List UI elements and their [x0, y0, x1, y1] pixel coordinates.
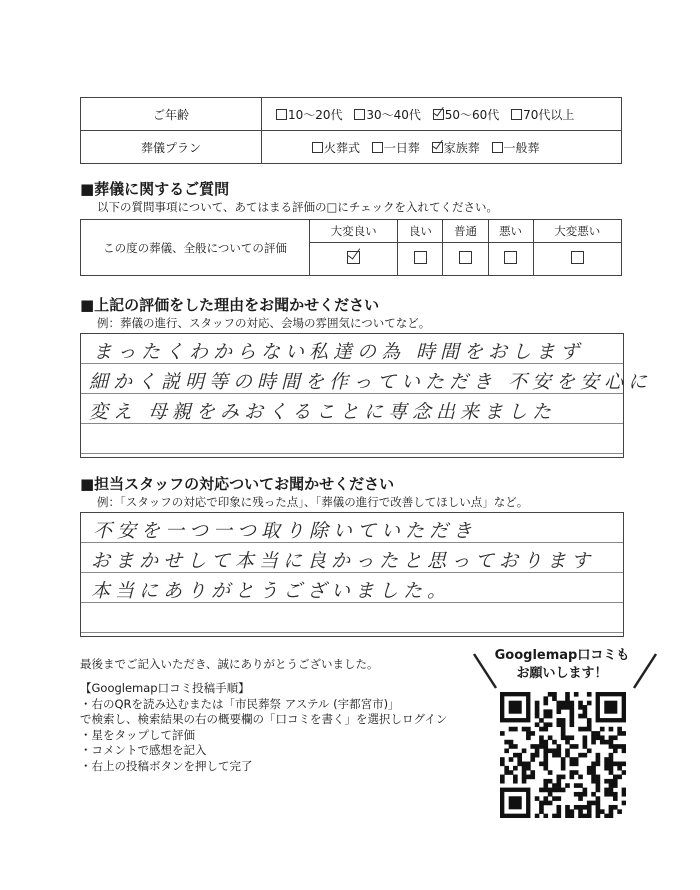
procedure-step: ・右上の投稿ボタンを押して完了	[80, 758, 253, 773]
staff-answer-box[interactable]	[80, 512, 624, 637]
section2-title: ■上記の評価をした理由をお聞かせください	[80, 296, 380, 314]
rating-label: 悪い	[488, 220, 533, 243]
plan-option-4[interactable]: 一般葬	[492, 139, 540, 156]
procedure-step: ・右のQRを読み込むまたは「市民葬祭 アステル (宇都宮市)」	[80, 696, 400, 711]
qr-code-icon[interactable]	[500, 692, 626, 818]
rating-question: この度の葬儀、全般についての評価	[81, 220, 310, 276]
plan-option-2[interactable]: 一日葬	[372, 139, 420, 156]
rating-checkbox[interactable]	[504, 251, 517, 264]
rating-label: 大変良い	[310, 220, 398, 243]
age-option-1[interactable]: 10～20代	[276, 106, 343, 123]
rating-checkbox[interactable]	[459, 251, 472, 264]
age-label: ご年齢	[81, 98, 262, 131]
procedure-step: ・コメントで感想を記入	[80, 743, 207, 757]
age-options	[262, 98, 622, 131]
checkbox[interactable]	[372, 142, 383, 153]
rating-checkbox[interactable]	[414, 251, 427, 264]
profile-table	[80, 97, 622, 164]
section1-instruction: 以下の質問事項について、あてはまる評価の□にチェックを入れてください。	[97, 200, 499, 214]
section3-example: 例：「スタッフの対応で印象に残った点」、「葬儀の進行で改善してほしい点」など。	[97, 495, 529, 509]
age-option-3[interactable]: 50～60代	[433, 106, 500, 123]
plan-option-1[interactable]: 火葬式	[312, 139, 360, 156]
handwritten-line: 本当にありがとうございました。	[91, 580, 452, 602]
plan-option-3[interactable]: 家族葬	[432, 139, 480, 156]
rating-checkbox[interactable]	[571, 251, 584, 264]
qr-title: Googlemap口コミも お願いします！	[494, 648, 630, 681]
plan-options	[262, 131, 622, 164]
rating-label: 大変悪い	[533, 220, 621, 243]
procedure-step: で検索し、検索結果の右の概要欄の「口コミを書く」を選択しログイン	[80, 712, 448, 726]
checkbox[interactable]	[276, 109, 287, 120]
age-option-4[interactable]: 70代以上	[511, 106, 574, 123]
checkbox[interactable]	[312, 142, 323, 153]
procedure-title: 【Googlemap口コミ投稿手順】	[80, 681, 250, 695]
plan-row	[81, 131, 622, 164]
checkbox[interactable]	[432, 142, 443, 153]
section1-title: ■葬儀に関するご質問	[80, 180, 230, 198]
checkbox[interactable]	[433, 109, 444, 120]
age-row	[81, 98, 622, 131]
procedure-step: ・星をタップして評価	[80, 727, 195, 742]
handwritten-line: 不安を一つ一つ取り除いていただき	[93, 520, 478, 542]
rating-checkbox[interactable]	[347, 251, 360, 264]
rating-label: 普通	[443, 220, 488, 243]
thanks-text: 最後までご記入いただき、誠にありがとうございました。	[80, 657, 379, 671]
rating-label: 良い	[398, 220, 443, 243]
reason-answer-box[interactable]	[80, 333, 653, 458]
plan-label: 葬儀プラン	[81, 131, 262, 164]
handwritten-line: 変え 母親をみおくることに専念出来ました	[89, 401, 557, 423]
rating-header-row	[81, 220, 622, 243]
procedure-block	[80, 681, 480, 774]
checkbox[interactable]	[354, 109, 365, 120]
handwritten-line: おまかせして本当に良かったと思っております	[91, 550, 596, 572]
handwritten-line: 細かく説明等の時間を作っていただき 不安を安心に	[89, 371, 653, 393]
age-option-2[interactable]: 30～40代	[354, 106, 421, 123]
section2-example: 例：葬儀の進行、スタッフの対応、会場の雰囲気についてなど。	[97, 316, 431, 330]
section3-title: ■担当スタッフの対応ついてお聞かせください	[80, 475, 395, 493]
rating-table	[80, 219, 622, 276]
checkbox[interactable]	[492, 142, 503, 153]
handwritten-line: まったくわからない私達の為 時間をおしまず	[93, 341, 585, 363]
checkbox[interactable]	[511, 109, 522, 120]
